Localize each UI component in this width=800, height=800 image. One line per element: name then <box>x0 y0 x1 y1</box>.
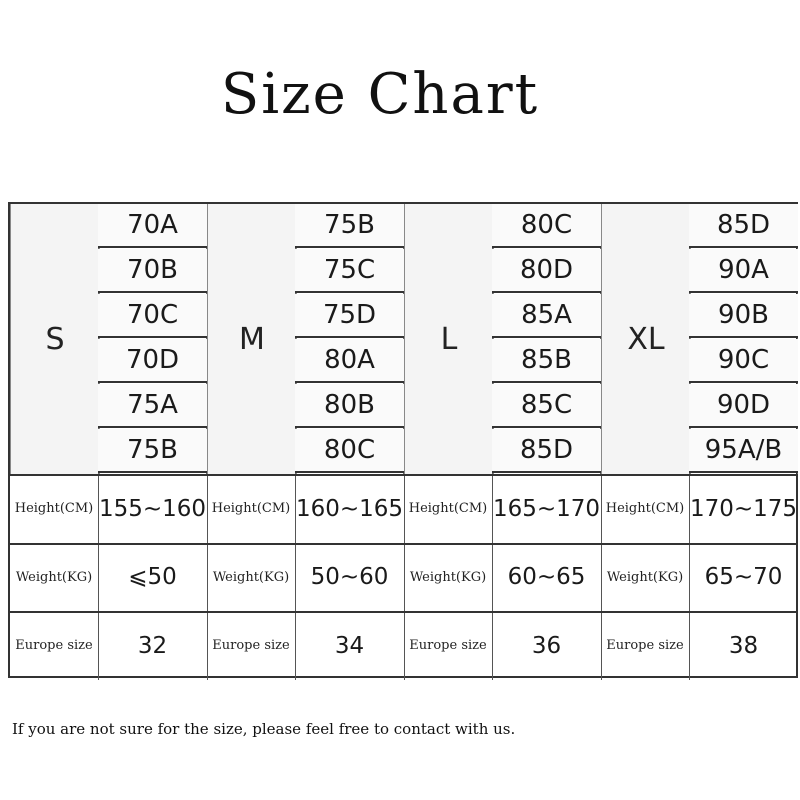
column-divider <box>601 474 602 680</box>
weight-value-xl: 65~70 <box>704 564 783 590</box>
cup-size-cell: 70B <box>98 249 207 293</box>
cup-size-cell: 70A <box>98 204 207 248</box>
height-value-s: 155~160 <box>98 495 207 522</box>
europe-value-xl: 38 <box>728 632 759 659</box>
size-name-m: M <box>207 204 297 474</box>
size-name-l: L <box>404 204 494 474</box>
cup-size-cell: 80C <box>492 204 601 248</box>
weight-value-l: 60~65 <box>507 564 586 590</box>
contact-note: If you are not sure for the size, please feel free to contact with us. <box>12 720 516 738</box>
cup-size-cell: 80C <box>295 429 404 473</box>
europe-size-label: Europe size <box>606 638 684 653</box>
cup-size-cell: 90C <box>689 339 798 383</box>
cup-size-cell: 90D <box>689 384 798 428</box>
height-value-m: 160~165 <box>295 495 404 522</box>
height-value-xl: 170~175 <box>689 495 798 522</box>
size-name-s: S <box>10 204 100 474</box>
cup-size-cell: 75D <box>295 294 404 338</box>
cup-size-cell: 70C <box>98 294 207 338</box>
cup-size-cell: 85A <box>492 294 601 338</box>
column-divider <box>492 474 493 680</box>
column-divider <box>295 474 296 680</box>
cup-size-cell: 95A/B <box>689 429 798 473</box>
europe-size-label: Europe size <box>15 638 93 653</box>
column-divider <box>207 474 208 680</box>
weight-value-s: ⩽50 <box>128 564 177 590</box>
cup-size-cell: 85C <box>492 384 601 428</box>
weight-label: Weight(KG) <box>212 569 290 585</box>
height-label: Height(CM) <box>408 501 488 516</box>
cup-size-cell: 80A <box>295 339 404 383</box>
europe-value-s: 32 <box>137 632 168 659</box>
weight-label: Weight(KG) <box>606 569 684 585</box>
cup-size-cell: 75C <box>295 249 404 293</box>
height-value-l: 165~170 <box>492 495 601 522</box>
cup-size-cell: 90B <box>689 294 798 338</box>
height-label: Height(CM) <box>605 501 685 516</box>
cup-size-cell: 85D <box>689 204 798 248</box>
row-divider <box>10 474 796 476</box>
europe-value-m: 34 <box>334 632 365 659</box>
cup-size-cell: 75B <box>295 204 404 248</box>
cup-size-cell: 75B <box>98 429 207 473</box>
weight-label: Weight(KG) <box>15 569 93 585</box>
height-label: Height(CM) <box>211 501 291 516</box>
cup-size-cell: 75A <box>98 384 207 428</box>
page-title: Size Chart <box>220 62 540 127</box>
weight-label: Weight(KG) <box>409 569 487 585</box>
cup-size-cell: 70D <box>98 339 207 383</box>
height-label: Height(CM) <box>14 501 94 516</box>
column-divider <box>404 474 405 680</box>
cup-size-cell: 80D <box>492 249 601 293</box>
cup-size-cell: 80B <box>295 384 404 428</box>
europe-value-l: 36 <box>531 632 562 659</box>
size-chart-table <box>8 202 798 678</box>
cup-size-cell: 90A <box>689 249 798 293</box>
column-divider <box>98 474 99 680</box>
row-divider <box>10 611 796 613</box>
row-divider <box>10 543 796 545</box>
column-divider <box>689 474 690 680</box>
size-name-xl: XL <box>601 204 691 474</box>
cup-size-cell: 85D <box>492 429 601 473</box>
cup-size-cell: 85B <box>492 339 601 383</box>
europe-size-label: Europe size <box>409 638 487 653</box>
europe-size-label: Europe size <box>212 638 290 653</box>
weight-value-m: 50~60 <box>310 564 389 590</box>
